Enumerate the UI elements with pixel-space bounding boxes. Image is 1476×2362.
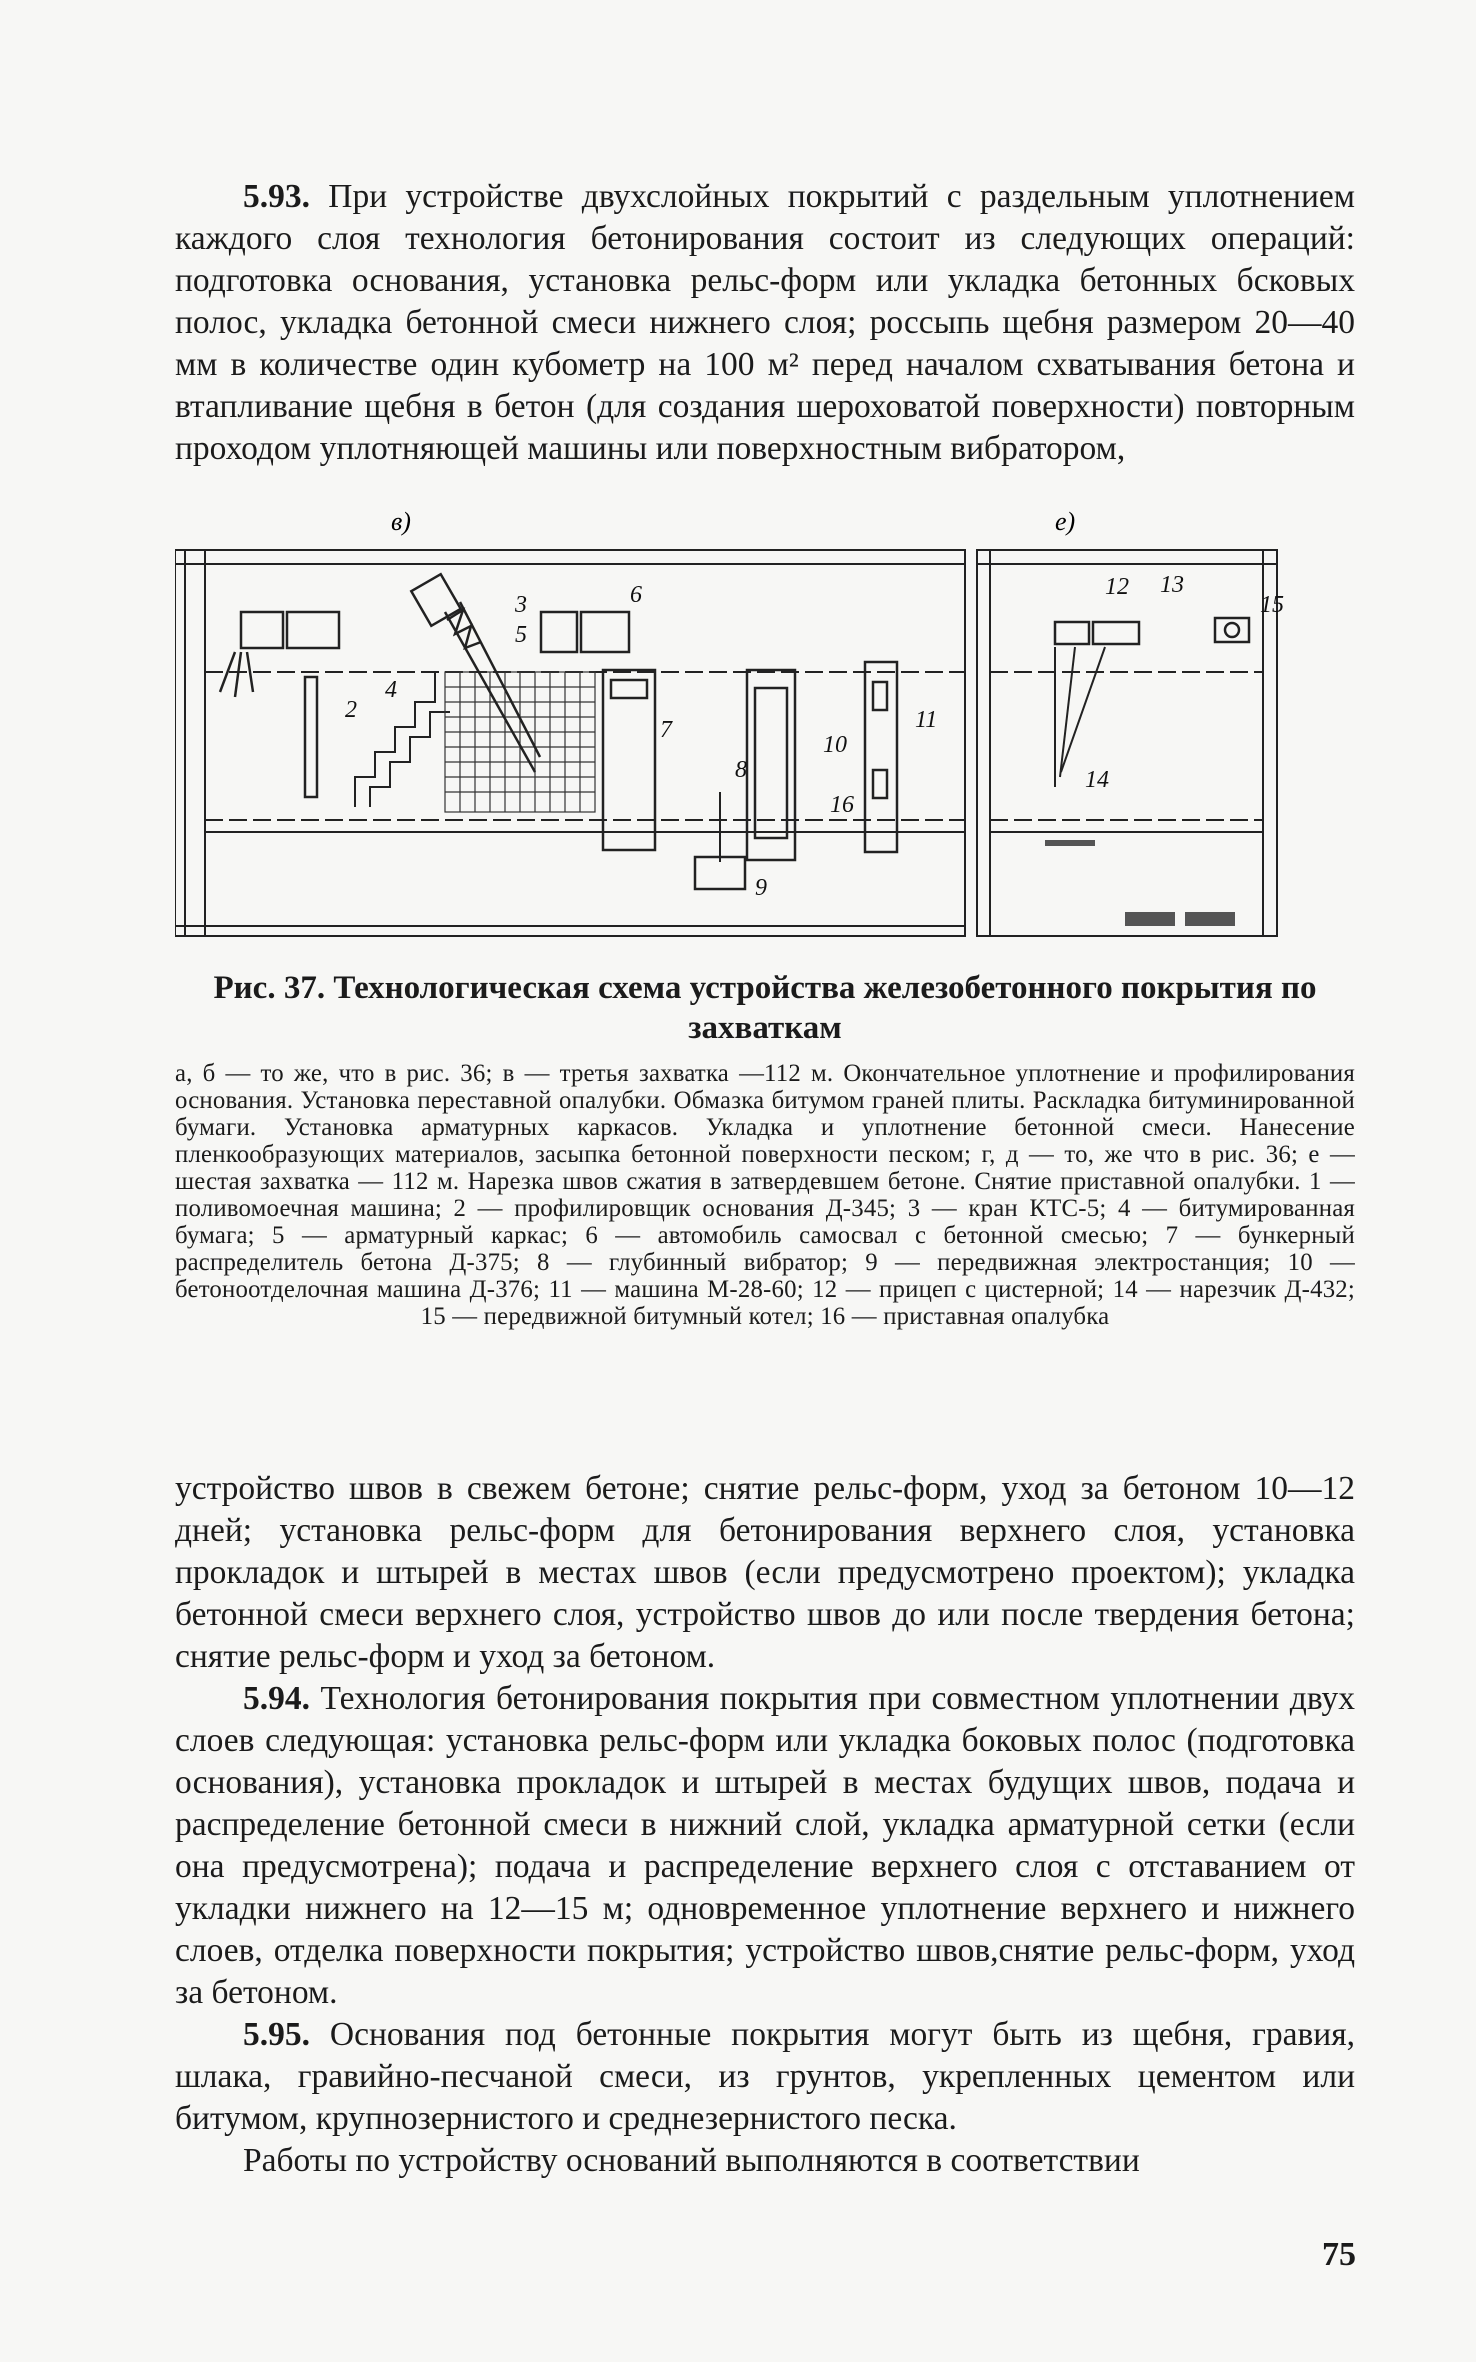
profiler-machine xyxy=(305,677,317,797)
joint-cutter xyxy=(1055,647,1105,787)
paragraph-5-94 xyxy=(175,1678,1355,2014)
callout-7: 7 xyxy=(660,717,672,743)
text-block-top xyxy=(175,176,1355,470)
paragraph-text: Основания под бетонные покрытия могут быть из щебня, гравия, шлака, гравийно-песчаной смеси, из грунтов, укрепленных цементом или битумом, крупнозернистого и среднезернистого песка. xyxy=(175,2016,1355,2137)
paragraph-5-93 xyxy=(175,176,1355,470)
callout-13: 13 xyxy=(1160,572,1184,598)
callout-2: 2 xyxy=(345,697,357,723)
bitumen-paper xyxy=(355,672,450,807)
callout-14: 14 xyxy=(1085,767,1109,793)
figure-legend: а, б — то же, что в рис. 36; в — третья захватка —112 м. Окончательное уплотнение и профилирования основания. Установка переставной опалубки. Обмазка битумом граней плиты. Раскладка битуминированной бумаги. Установка арматурных каркасов. Укладка и уплотнение бетонной смеси. Нанесение пленкообразующих материалов, засыпка бетонной поверхности песком; г, д — то, же что в рис. 36; е — шестая захватка — 112 м. Нарезка швов сжатия в затвердевшем бетоне. Снятие приставной опалубки. 1 — поливомоечная машина; 2 — профилировщик основания Д-345; 3 — кран КТС-5; 4 — битумированная бумага; 5 — арматурный каркас; 6 — автомобиль самосвал с бетонной смесью; 7 — бункерный распределитель бетона Д-375; 8 — глубинный вибратор; 9 — передвижная электростанция; 10 — бетоноотделочная машина Д-376; 11 — машина М-28-60; 12 — прицеп с цистерной; 14 — нарезчик Д-432; 15 — передвижной битумный котел; 16 — приставная опалубка xyxy=(175,1060,1355,1330)
panel-label-e: е) xyxy=(1055,507,1076,536)
technological-scheme-diagram xyxy=(175,502,1355,942)
callout-15: 15 xyxy=(1260,592,1284,618)
callout-3: 3 xyxy=(515,592,527,618)
callout-8: 8 xyxy=(735,757,747,783)
figure-37 xyxy=(175,502,1355,942)
page-number: 75 xyxy=(1322,2236,1356,2273)
joint-marks xyxy=(1045,840,1235,926)
callout-6: 6 xyxy=(630,582,642,608)
paragraph-text: устройство швов в свежем бетоне; снятие рельс-форм, уход за бетоном 10—12 дней; установка рельс-форм для бетонирования верхнего слоя, установка прокладок и штырей в местах швов (если предусмотрено проектом); укладка бетонной смеси верхнего слоя, устройство швов до или после твердения бетона; снятие рельс-форм и уход за бетоном. xyxy=(175,1470,1355,1675)
panel-e-frame xyxy=(977,550,1277,936)
callout-labels xyxy=(345,572,1284,901)
callout-11: 11 xyxy=(915,707,938,733)
watering-machine xyxy=(220,612,339,697)
figure-caption: Рис. 37. Технологическая схема устройства железобетонного покрытия по захваткам xyxy=(213,970,1317,1046)
paragraph-text: При устройстве двухслойных покрытий с раздельным уплотнением каждого слоя технология бетонирования состоит из следующих операций: подготовка основания, установка рельс-форм или укладка бетонных бсковых полос, укладка бетонной смеси нижнего слоя; россыпь щебня размером 20—40 мм в количестве один кубометр на 100 м² перед началом схватывания бетона и втапливание щебня в бетон (для создания шероховатой поверхности) повторным проходом уплотняющей машины или поверхностным вибратором, xyxy=(175,178,1355,467)
paragraph-number: 5.94. xyxy=(243,1680,310,1717)
callout-9: 9 xyxy=(755,875,767,901)
reinforcement-mesh xyxy=(445,672,595,812)
paragraph-works xyxy=(175,2140,1355,2182)
dump-truck xyxy=(541,612,629,652)
callout-4: 4 xyxy=(385,677,397,703)
paragraph-continuation xyxy=(175,1468,1355,1678)
text-block-bottom xyxy=(175,1468,1355,2182)
callout-5: 5 xyxy=(515,622,527,648)
callout-12: 12 xyxy=(1105,574,1129,600)
cutting-machine-m28 xyxy=(865,662,897,852)
callout-10: 10 xyxy=(823,732,847,758)
concrete-distributor xyxy=(603,670,655,850)
paragraph-5-95 xyxy=(175,2014,1355,2140)
paragraph-number: 5.93. xyxy=(243,178,310,215)
paragraph-text: Работы по устройству оснований выполняются в соответствии xyxy=(243,2142,1140,2179)
panel-label-v: в) xyxy=(391,507,411,536)
paragraph-number: 5.95. xyxy=(243,2016,310,2053)
trailer-tank xyxy=(1055,622,1139,644)
bitumen-boiler xyxy=(1215,618,1249,642)
paragraph-text: Технология бетонирования покрытия при совместном уплотнении двух слоев следующая: установка рельс-форм или укладка боковых полос (подготовка основания), установка прокладок и штырей в местах будущих швов, подача и распределение бетонной смеси в нижний слой, укладка арматурной сетки (если она предусмотрена); подача и распределение верхнего слоя с отставанием от укладки нижнего на 12—15 м; одновременное уплотнение верхнего и нижнего слоев, отделка поверхности покрытия; устройство швов,снятие рельс-форм, уход за бетоном. xyxy=(175,1680,1355,2011)
callout-16: 16 xyxy=(830,792,854,818)
